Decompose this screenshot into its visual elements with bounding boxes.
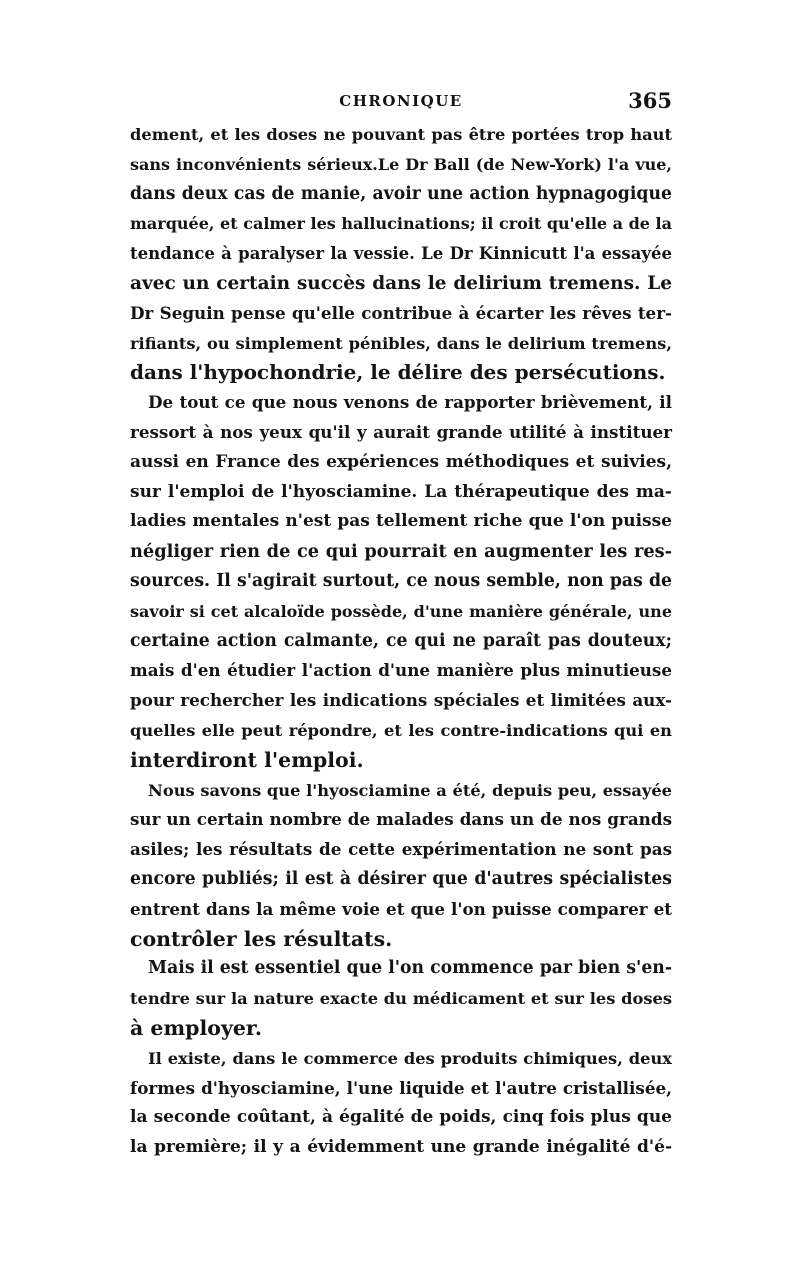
text-line: négliger rien de ce qui pourrait en augmenter les res- [130, 541, 672, 563]
text-line: interdiront l'emploi. [130, 747, 364, 772]
text-line: asiles; les résultats de cette expérimentation ne sont pas [130, 839, 672, 860]
text-line: ressort à nos yeux qu'il y aurait grande utilité à instituer [130, 421, 672, 442]
text-line: dans deux cas de manie, avoir une action hypnagogique [130, 183, 672, 204]
text-line: sources. Il s'agirait surtout, ce nous semble, non pas de [130, 570, 672, 591]
running-title: CHRONIQUE [339, 92, 463, 110]
text-line: ladies mentales n'est pas tellement riche que l'on puisse [130, 511, 672, 532]
text-line: quelles elle peut répondre, et les contre-indications qui en [130, 720, 672, 740]
text-line: marquée, et calmer les hallucinations; il croit qu'elle a de la [130, 214, 672, 234]
text-line: aussi en France des expériences méthodiques et suivies, [130, 451, 672, 472]
text-line: Dr Seguin pense qu'elle contribue à écarter les rêves ter- [130, 302, 672, 323]
text-line: à employer. [130, 1015, 262, 1040]
text-line: savoir si cet alcaloïde possède, d'une manière générale, une [130, 601, 672, 621]
text-line: formes d'hyosciamine, l'une liquide et l'autre cristallisée, [130, 1077, 672, 1098]
body-text [130, 120, 672, 1163]
text-line: dans l'hypochondrie, le délire des persécutions. [130, 360, 666, 385]
text-line: contrôler les résultats. [130, 926, 393, 951]
text-line: rifiants, ou simplement pénibles, dans le delirium tremens, [130, 333, 672, 353]
page-number: 365 [628, 88, 672, 113]
text-line: tendance à paralyser la vessie. Le Dr Kinnicutt l'a essayée [130, 244, 672, 264]
text-line: sur l'emploi de l'hyosciamine. La thérapeutique des ma- [130, 481, 672, 502]
text-line: Il existe, dans le commerce des produits chimiques, deux [148, 1048, 672, 1068]
text-line: entrent dans la même voie et que l'on puisse comparer et [130, 898, 672, 919]
text-line: encore publiés; il est à désirer que d'autres spécialistes [130, 868, 672, 889]
text-line: avec un certain succès dans le delirium tremens. Le [130, 272, 672, 294]
text-line: sans inconvénients sérieux.Le Dr Ball (de New-York) l'a vue, [130, 154, 672, 174]
text-line: certaine action calmante, ce qui ne paraît pas douteux; [130, 630, 672, 651]
running-head [130, 88, 672, 114]
text-line: sur un certain nombre de malades dans un de nos grands [130, 809, 672, 830]
text-line: mais d'en étudier l'action d'une manière plus minutieuse [130, 660, 672, 681]
text-line: Nous savons que l'hyosciamine a été, depuis peu, essayée [148, 780, 672, 800]
text-line: tendre sur la nature exacte du médicament et sur les doses [130, 989, 672, 1009]
text-line: la première; il y a évidemment une grande inégalité d'é- [130, 1137, 672, 1158]
text-line: De tout ce que nous venons de rapporter brièvement, il [148, 392, 672, 413]
text-line: pour rechercher les indications spéciales et limitées aux- [130, 690, 672, 711]
text-line: dement, et les doses ne pouvant pas être portées trop haut [130, 125, 672, 144]
text-line: la seconde coûtant, à égalité de poids, cinq fois plus que [130, 1107, 672, 1128]
text-line: Mais il est essentiel que l'on commence par bien s'en- [148, 958, 672, 979]
